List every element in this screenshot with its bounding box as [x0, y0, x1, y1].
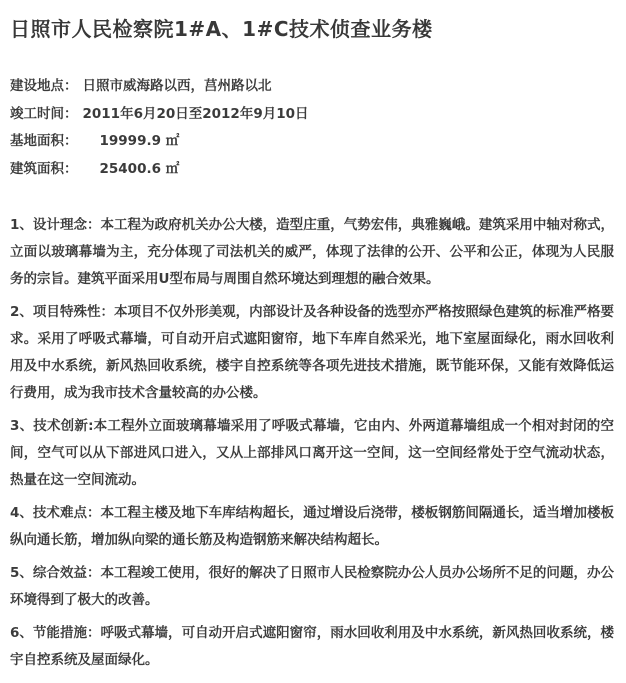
meta-label-building-area: 建筑面积： — [10, 160, 78, 177]
page-title: 日照市人民检察院1#A、1#C技术侦查业务楼 — [10, 17, 433, 41]
paragraph-project-specialty: 2、项目特殊性：本项目不仅外形美观，内部设计及各种设备的选型亦严格按照绿色建筑的标准严格要求。采用了呼吸式幕墙，可自动开启式遮阳窗帘，地下车库自然采光，地下室屋面绿化，雨水回收利用及中水系统，新风热回收系统，楼宇自控系统等各项先进技术措施，既节能环保，又能有效降低运行费用，成为我市技术含量较高的办公楼。 — [10, 304, 614, 401]
meta-label-site-area: 基地面积： — [10, 133, 78, 149]
meta-value-building-area: 25400.6 ㎡ — [99, 160, 180, 177]
meta-row-completion-time — [10, 101, 614, 129]
meta-label-construction-location: 建设地点： — [10, 78, 78, 94]
paragraph-design-concept: 1、设计理念：本工程为政府机关办公大楼，造型庄重，气势宏伟，典雅巍峨。建筑采用中轴对称式，立面以玻璃幕墙为主，充分体现了司法机关的威严，体现了法律的公开、公平和公正，体现为人民服务的宗旨。建筑平面采用U型布局与周围自然环境达到理想的融合效果。 — [10, 217, 614, 287]
meta-value-construction-location: 日照市威海路以西，莒州路以北 — [82, 78, 272, 94]
meta-row-site-area — [10, 128, 614, 156]
meta-label-completion-time: 竣工时间： — [10, 105, 78, 122]
meta-row-building-area — [10, 156, 614, 184]
meta-value-site-area: 19999.9 ㎡ — [99, 133, 180, 149]
paragraph-technical-difficulty: 4、技术难点：本工程主楼及地下车库结构超长，通过增设后浇带，楼板钢筋间隔通长，适当增加楼板纵向通长筋，增加纵向梁的通长筋及构造钢筋来解决结构超长。 — [10, 505, 614, 548]
paragraph-section — [10, 212, 614, 674]
paragraph-energy-saving-measures: 6、节能措施：呼吸式幕墙，可自动开启式遮阳窗帘，雨水回收利用及中水系统，新风热回收系统，楼宇自控系统及屋面绿化。 — [10, 625, 614, 668]
paragraph-technical-innovation: 3、技术创新:本工程外立面玻璃幕墙采用了呼吸式幕墙，它由内、外两道幕墙组成一个相对封闭的空间，空气可以从下部进风口进入，又从上部排风口离开这一空间，这一空间经常处于空气流动状态，热量在这一空间流动。 — [10, 418, 614, 488]
paragraph-comprehensive-benefit: 5、综合效益：本工程竣工使用，很好的解决了日照市人民检察院办公人员办公场所不足的问题，办公环境得到了极大的改善。 — [10, 565, 614, 608]
meta-section — [10, 73, 614, 183]
meta-value-completion-time: 2011年6月20日至2012年9月10日 — [82, 105, 309, 122]
meta-row-construction-location — [10, 73, 614, 101]
